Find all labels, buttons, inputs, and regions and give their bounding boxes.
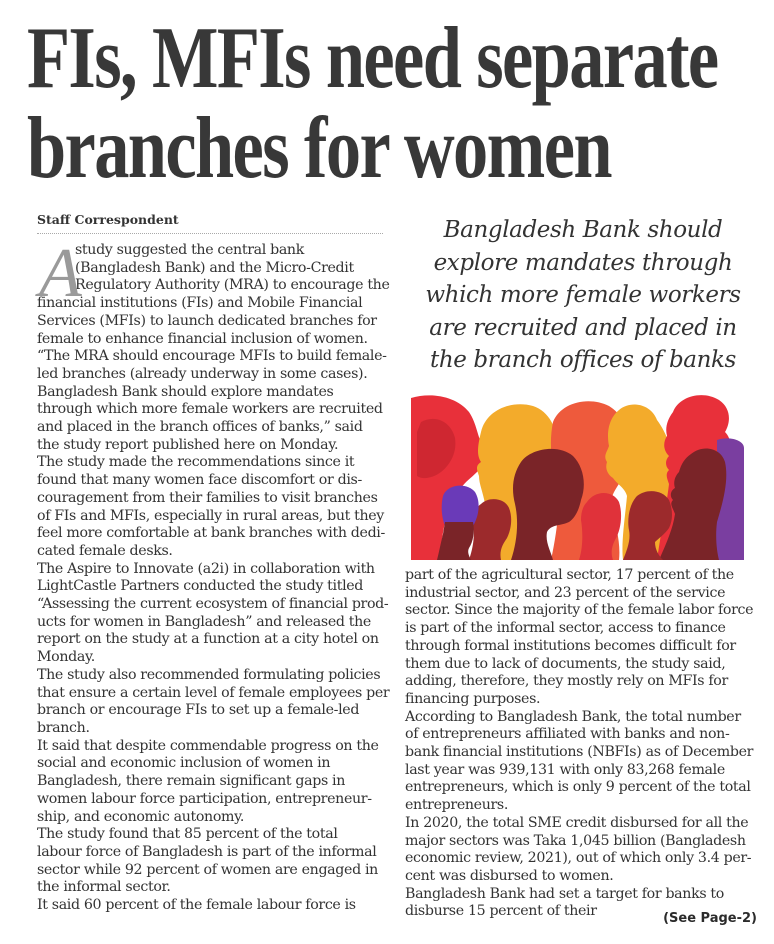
text-line: Bangladesh Bank had set a target for banks to [405,885,724,902]
pull-quote-line: explore mandates through [433,249,733,276]
text-line: entrepreneurs, which is only 9 percent of the total [405,779,751,796]
text-line: that ensure a certain level of female employees per [37,684,390,701]
article-body-right-column [405,567,757,921]
continuation-link[interactable]: (See Page-2) [663,911,757,926]
drop-cap: A [39,235,82,312]
text-line: them due to lack of documents, the study said, [405,655,726,672]
pull-quote-line: the branch offices of banks [430,347,736,373]
text-line: through which more female workers are recruited [37,401,383,418]
text-line: Bangladesh, there remain significant gaps in [37,773,346,790]
text-line: found that many women face discomfort or dis- [37,472,362,489]
text-line: couragement from their families to visit branches [37,489,378,506]
text-line: the study report published here on Monday. [37,436,339,453]
text-line: of FIs and MFIs, especially in rural areas, but they [37,507,384,524]
text-line: financing purposes. [405,690,541,707]
text-line: disburse 15 percent of their [405,903,597,920]
text-line: female to enhance financial inclusion of women. [37,330,368,347]
women-silhouettes-illustration [411,392,744,560]
text-line: women labour force participation, entrepreneur- [37,790,372,807]
text-line: is part of the informal sector, access to finance [405,620,726,637]
text-line: branch. [37,719,90,736]
text-line: and placed in the branch offices of banks,” said [37,419,363,436]
text-line: Monday. [37,649,95,666]
text-line: cent was disbursed to women. [405,867,614,884]
text-line: It said 60 percent of the female labour force is [37,897,356,914]
text-line: social and economic inclusion of women in [37,755,331,772]
pull-quote-line: Bangladesh Bank should [443,217,723,243]
text-line: industrial sector, and 23 percent of the service [405,584,726,601]
text-line: report on the study at a function at a city hotel on [37,631,379,648]
pull-quote [405,214,761,377]
silhouettes-graphic [411,392,744,560]
text-line: major sectors was Taka 1,045 billion (Bangladesh [405,832,746,849]
headline-line: branches for women [27,100,611,197]
text-line: cated female desks. [37,542,173,559]
text-line: adding, therefore, they mostly rely on MFIs for [405,673,728,690]
pull-quote-line: are recruited and placed in [429,314,737,341]
pull-quote-line: which more female workers [425,282,741,308]
text-line: sector while 92 percent of women are engaged in [37,861,378,878]
headline-line: FIs, MFIs need separate [27,10,718,107]
text-line: financial institutions (FIs) and Mobile Financial [37,295,363,312]
text-line: ship, and economic autonomy. [37,808,245,825]
byline-divider [37,233,383,234]
text-line: The Aspire to Innovate (a2i) in collaboration with [37,560,375,577]
text-line: Bangladesh Bank should explore mandates [37,383,334,400]
text-line: According to Bangladesh Bank, the total number [405,708,741,725]
text-line: ucts for women in Bangladesh” and released the [37,613,371,630]
text-line: entrepreneurs. [405,797,509,814]
text-line: labour force of Bangladesh is part of the informal [37,843,377,860]
article-body-left-column [37,235,390,915]
text-line: (Bangladesh Bank) and the Micro-Credit [75,259,354,276]
text-line: sector. Since the majority of the female labor force [405,602,754,619]
byline: Staff Correspondent [37,212,179,227]
text-line: “The MRA should encourage MFIs to build female- [37,348,387,365]
text-line: branch or encourage FIs to set up a female-led [37,702,360,719]
silhouette-purple-headwrap [442,486,479,526]
text-line: LightCastle Partners conducted the study titled [37,578,364,595]
text-line: economic review, 2021), out of which only 3.4 per- [405,850,752,867]
text-line: The study also recommended formulating policies [37,666,381,683]
text-line: In 2020, the total SME credit disbursed for all the [405,814,749,831]
text-line: last year was 939,131 with only 83,268 female [405,761,725,778]
text-line: “Assessing the current ecosystem of financial prod- [37,596,389,613]
text-line: led branches (already underway in some cases). [37,365,368,382]
text-line: bank financial institutions (NBFIs) as of December [405,744,754,761]
headline [27,10,718,197]
text-line: the informal sector. [37,879,171,896]
text-line: The study made the recommendations since it [37,454,355,471]
text-line: feel more comfortable at bank branches with dedi- [37,525,385,542]
right-column-text [405,567,757,921]
text-line: part of the agricultural sector, 17 percent of the [405,567,734,583]
text-line: of entrepreneurs affiliated with banks and non- [405,726,730,743]
text-line: The study found that 85 percent of the total [37,826,338,843]
left-column-text [37,235,390,915]
text-line: through formal institutions becomes difficult for [405,637,736,654]
text-line: study suggested the central bank [75,242,304,258]
text-line: Services (MFIs) to launch dedicated branches for [37,312,377,329]
text-line: It said that despite commendable progress on the [37,737,379,754]
text-line: Regulatory Authority (MRA) to encourage the [75,277,390,294]
